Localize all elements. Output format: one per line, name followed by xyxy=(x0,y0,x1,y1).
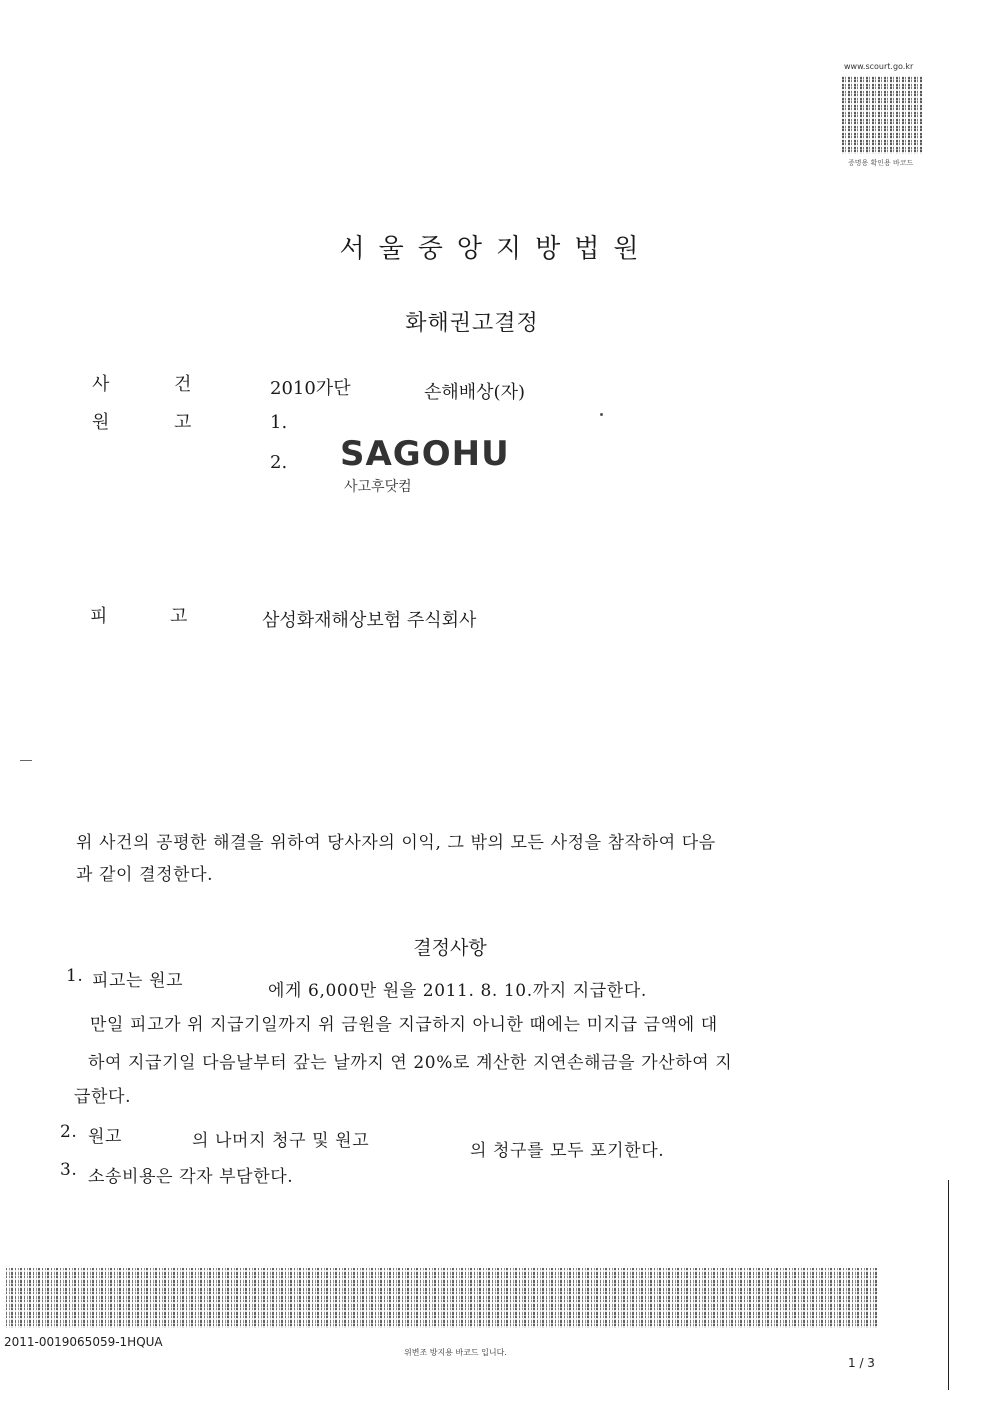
margin-mark xyxy=(20,760,32,761)
decision-2-part-a: 원고 xyxy=(88,1127,123,1147)
plaintiff-item-2: 2. xyxy=(270,452,288,473)
decision-2-number: 2. xyxy=(60,1122,78,1142)
watermark-logo: SAGOHU xyxy=(340,434,510,474)
defendant-label-a: 피 xyxy=(90,606,108,627)
decision-3-number: 3. xyxy=(60,1160,78,1180)
decision-1-part-a: 피고는 원고 xyxy=(92,971,184,991)
plaintiff-label-a: 원 xyxy=(92,412,110,433)
decision-1-line-4: 급한다. xyxy=(74,1087,132,1107)
defendant-name: 삼성화재해상보험 주식회사 xyxy=(262,610,477,631)
case-label-b: 건 xyxy=(174,374,192,395)
section-title: 결정사항 xyxy=(413,937,487,959)
decision-1-number: 1. xyxy=(66,966,84,986)
verification-barcode xyxy=(838,62,926,172)
anti-forgery-barcode xyxy=(6,1268,878,1328)
decision-1-part-b: 에게 6,000만 원을 2011. 8. 10.까지 지급한다. xyxy=(268,981,647,1001)
document-title: 화해권고결정 xyxy=(405,311,539,336)
decision-2-part-b: 의 나머지 청구 및 원고 xyxy=(192,1131,370,1151)
document-code: 2011-0019065059-1HQUA xyxy=(4,1335,163,1349)
case-number: 2010가단 xyxy=(270,378,351,399)
barcode-url: www.scourt.go.kr xyxy=(844,62,914,71)
anti-forgery-caption: 위변조 방지용 바코드 입니다. xyxy=(404,1348,507,1357)
barcode-image xyxy=(842,76,922,154)
intro-line-1: 위 사건의 공평한 해결을 위하여 당사자의 이익, 그 밖의 모든 사정을 참작하여 다음 xyxy=(76,833,716,853)
barcode-caption: 증명용 확인용 바코드 xyxy=(848,159,914,167)
decision-3-text: 소송비용은 각자 부담한다. xyxy=(88,1167,294,1187)
court-name: 서울중앙지방법원 xyxy=(339,234,653,264)
defendant-label-b: 고 xyxy=(170,606,188,627)
case-type: 손해배상(자) xyxy=(424,382,525,403)
case-label-a: 사 xyxy=(92,374,110,395)
plaintiff-label-b: 고 xyxy=(174,412,192,433)
margin-line xyxy=(948,1180,949,1390)
decision-1-line-2: 만일 피고가 위 지급기일까지 위 금원을 지급하지 아니한 때에는 미지급 금액에 대 xyxy=(90,1015,718,1035)
speck xyxy=(600,413,603,416)
page-number: 1 / 3 xyxy=(848,1356,875,1370)
watermark-logo-sub: 사고후닷컴 xyxy=(344,479,412,495)
plaintiff-item-1: 1. xyxy=(270,412,288,433)
intro-line-2: 과 같이 결정한다. xyxy=(76,865,214,885)
decision-2-part-c: 의 청구를 모두 포기한다. xyxy=(470,1141,665,1161)
decision-1-line-3: 하여 지급기일 다음날부터 갚는 날까지 연 20%로 계산한 지연손해금을 가산하여 지 xyxy=(88,1053,733,1073)
